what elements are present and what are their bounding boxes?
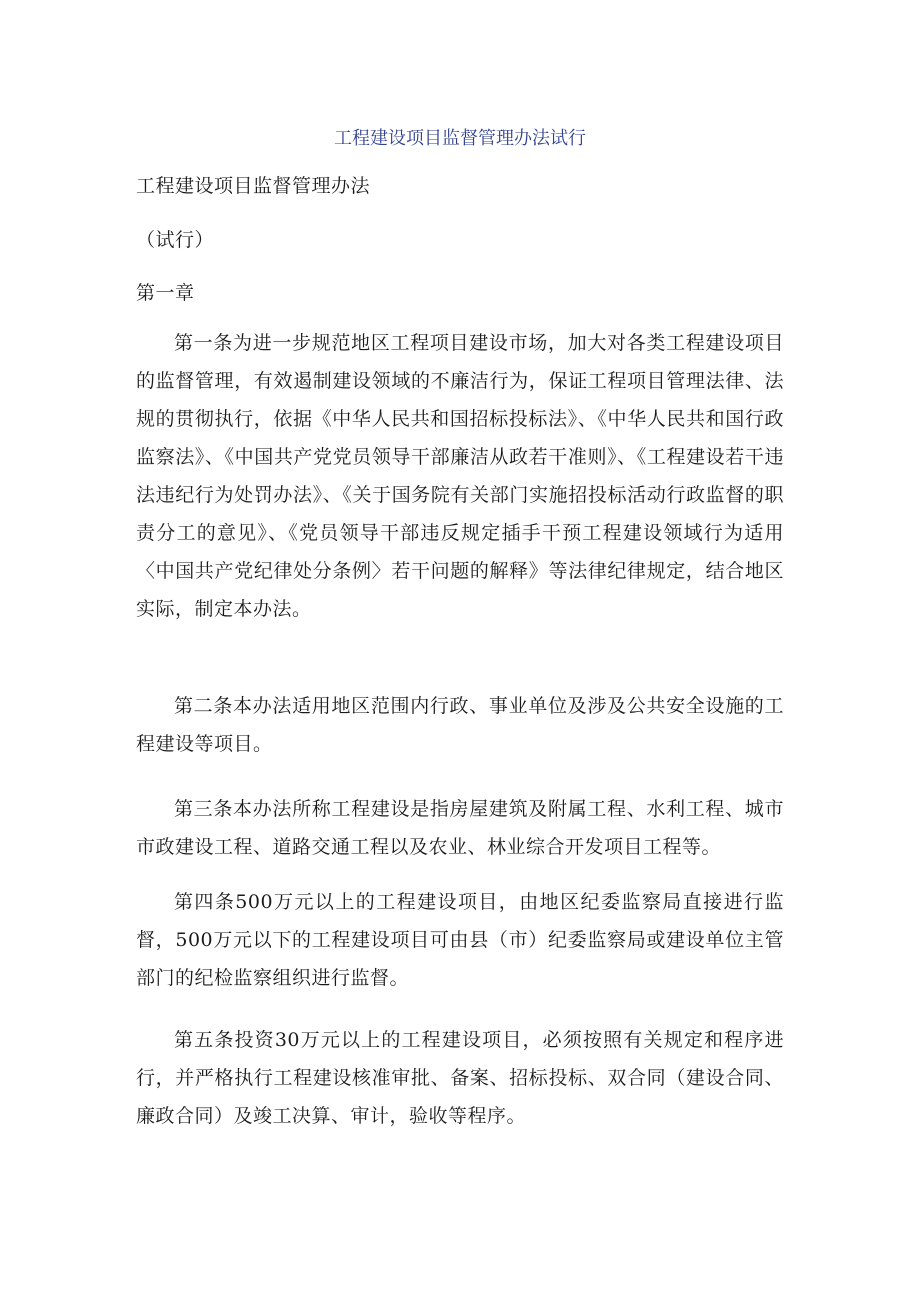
chapter-heading: 第一章 bbox=[136, 282, 195, 304]
article-3: 第三条本办法所称工程建设是指房屋建筑及附属工程、水利工程、城市市政建设工程、道路交通工程以及农业、林业综合开发项目工程等。 bbox=[136, 798, 784, 858]
trial-note: （试行） bbox=[136, 229, 215, 251]
article-1: 第一条为进一步规范地区工程项目建设市场，加大对各类工程建设项目的监督管理，有效遏制建设领域的不廉洁行为，保证工程项目管理法律、法规的贯彻执行，依据《中华人民共和国招标投标法》、《中华人民共和国行政监察法》、《中国共产党党员领导干部廉洁从政若干准则》、《工程建设若干违法违纪行为处罚办法》、《关于国务院有关部门实施招投标活动行政监督的职责分工的意见》、《党员领导干部违反规定插手干预工程建设领域行为适用〈中国共产党纪律处分条例〉若干问题的解释》等法律纪律规定，结合地区实际，制定本办法。 bbox=[136, 332, 784, 620]
document-title: 工程建设项目监督管理办法试行 bbox=[334, 128, 586, 149]
article-2: 第二条本办法适用地区范围内行政、事业单位及涉及公共安全设施的工程建设等项目。 bbox=[136, 695, 784, 755]
article-5: 第五条投资30万元以上的工程建设项目，必须按照有关规定和程序进行，并严格执行工程建设核准审批、备案、招标投标、双合同（建设合同、廉政合同）及竣工决算、审计，验收等程序。 bbox=[136, 1029, 784, 1127]
article-4: 第四条500万元以上的工程建设项目，由地区纪委监察局直接进行监督，500万元以下的工程建设项目可由县（市）纪委监察局或建设单位主管部门的纪检监察组织进行监督。 bbox=[136, 891, 784, 989]
document-subtitle: 工程建设项目监督管理办法 bbox=[136, 175, 371, 197]
